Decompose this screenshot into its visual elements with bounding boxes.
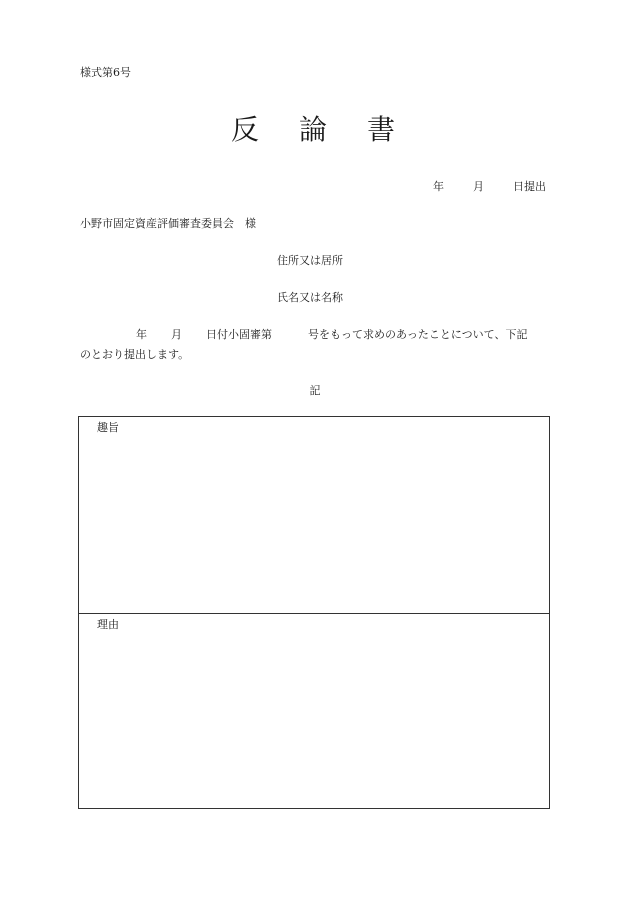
body-month: 月 <box>171 328 182 341</box>
date-day-submitted: 日提出 <box>513 180 546 193</box>
body-year: 年 <box>136 328 147 341</box>
body-number-text: 号をもって求めのあったことについて、下記 <box>308 328 528 341</box>
document-title <box>0 108 630 148</box>
body-line-1 <box>80 325 550 345</box>
reason-label: 理由 <box>97 618 119 631</box>
address-label: 住所又は居所 <box>277 254 343 267</box>
date-month: 月 <box>473 180 484 193</box>
name-label: 氏名又は名称 <box>277 291 343 304</box>
body-line-2: のとおり提出します。 <box>80 348 190 361</box>
form-number: 様式第6号 <box>80 66 131 79</box>
date-year: 年 <box>433 180 444 193</box>
title-char-1: 反 <box>230 113 263 146</box>
record-heading: 記 <box>309 384 321 397</box>
addressee: 小野市固定資産評価審査委員会 様 <box>80 217 256 230</box>
body-paragraph <box>80 325 550 365</box>
summary-cell[interactable] <box>79 417 549 614</box>
summary-label: 趣旨 <box>97 421 119 434</box>
title-char-3: 書 <box>367 113 400 146</box>
reason-cell[interactable] <box>79 614 549 809</box>
submission-date-line <box>433 178 546 194</box>
form-table <box>78 416 550 809</box>
title-char-2: 論 <box>298 113 331 146</box>
body-date-ref: 日付小固審第 <box>206 328 272 341</box>
